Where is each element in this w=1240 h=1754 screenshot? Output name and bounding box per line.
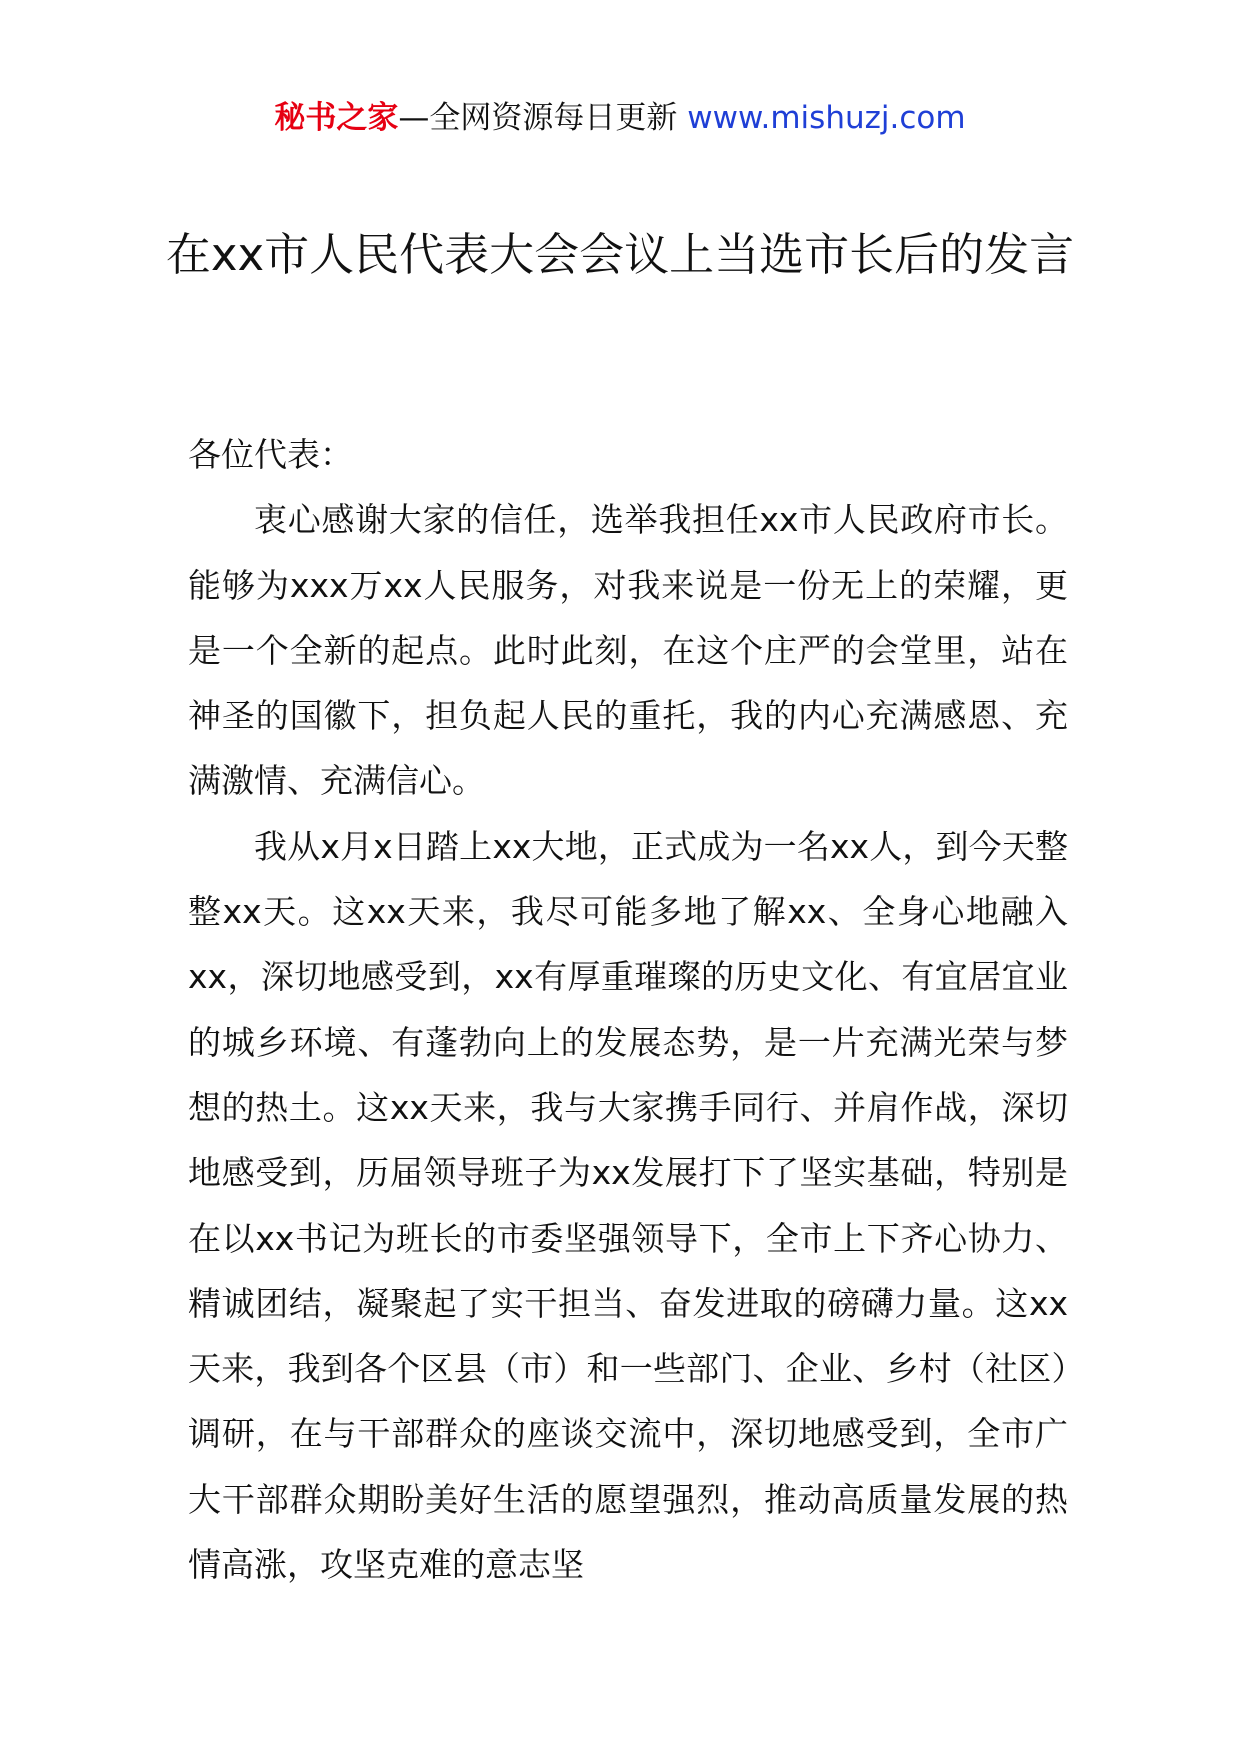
header-tagline: —全网资源每日更新 — [398, 100, 678, 136]
document-body — [188, 422, 1068, 1597]
paragraph: 我从x月x日踏上xx大地，正式成为一名xx人，到今天整整xx天。这xx天来，我尽可能多地了解xx、全身心地融入xx，深切地感受到，xx有厚重璀璨的历史文化、有宜居宜业的城乡环境、有蓬勃向上的发展态势，是一片充满光荣与梦想的热土。这xx天来，我与大家携手同行、并肩作战，深切地感受到，历届领导班子为xx发展打下了坚实基础，特别是在以xx书记为班长的市委坚强领导下，全市上下齐心协力、精诚团结，凝聚起了实干担当、奋发进取的磅礴力量。这xx天来，我到各个区县（市）和一些部门、企业、乡村（社区）调研，在与干部群众的座谈交流中，深切地感受到，全市广大干部群众期盼美好生活的愿望强烈，推动高质量发展的热情高涨，攻坚克难的意志坚 — [188, 826, 1068, 1585]
salutation: 各位代表： — [188, 435, 353, 474]
brand-name: 秘书之家 — [274, 100, 399, 136]
document-title: 在xx市人民代表大会会议上当选市长后的发言 — [165, 228, 1075, 281]
site-header — [0, 98, 1240, 138]
paragraph: 衷心感谢大家的信任，选举我担任xx市人民政府市长。能够为xxx万xx人民服务，对我来说是一份无上的荣耀，更是一个全新的起点。此时此刻，在这个庄严的会堂里，站在神圣的国徽下，担负起人民的重托，我的内心充满感恩、充满激情、充满信心。 — [188, 500, 1068, 801]
site-url-link[interactable]: www.mishuzj.com — [687, 100, 966, 136]
